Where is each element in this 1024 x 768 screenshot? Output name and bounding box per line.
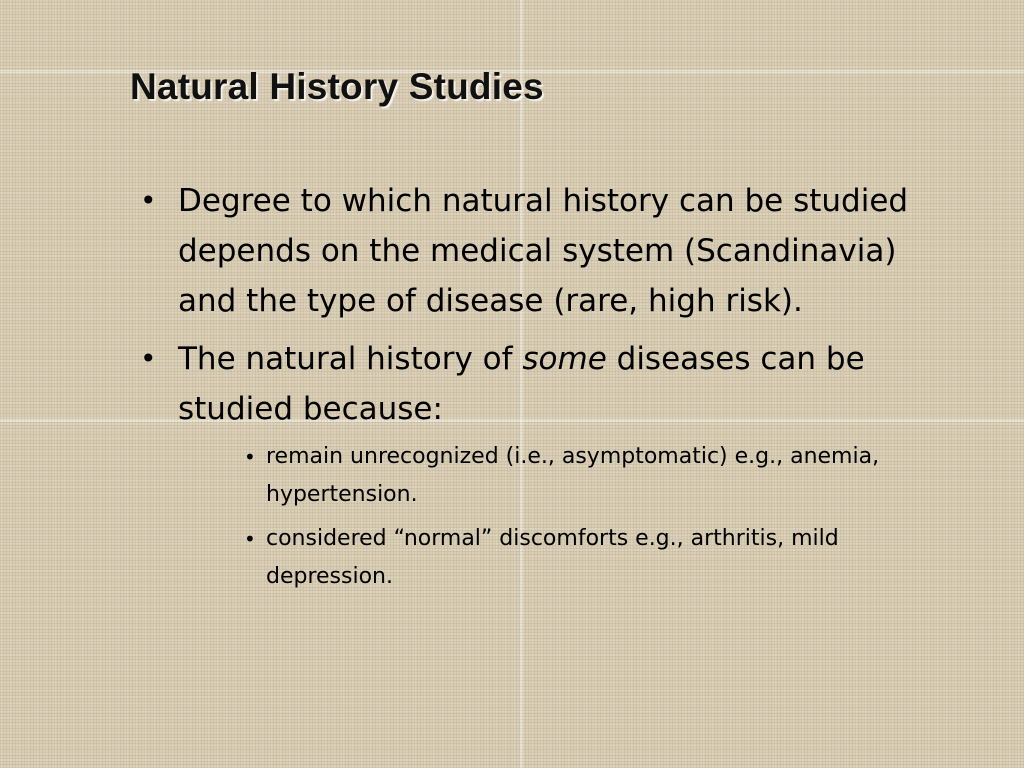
sub-bullet-icon: • — [244, 527, 256, 551]
bullet-icon: • — [140, 184, 157, 217]
bullet-item-natural-history — [140, 334, 930, 596]
slide-content — [140, 176, 930, 604]
sub-bullet-text: considered “normal” discomforts e.g., arthritis, mild depression. — [266, 526, 839, 589]
sub-bullet-item-normal-discomforts — [230, 520, 930, 596]
bullet-icon: • — [140, 342, 157, 375]
sub-bullet-text: remain unrecognized (i.e., asymptomatic) e.g., anemia, hypertension. — [266, 444, 880, 507]
sub-bullet-icon: • — [244, 445, 256, 469]
slide-title: Natural History Studies — [130, 66, 544, 107]
sub-bullet-list — [178, 438, 930, 596]
bullet-text-emphasis: some — [522, 341, 607, 377]
bullet-item-degree — [140, 176, 930, 326]
bullet-text: Degree to which natural history can be studied depends on the medical system (Scandinavia) and the type of disease (rare, high risk). — [178, 183, 909, 319]
bullet-text-start: The natural history of — [178, 341, 523, 377]
bullet-text-end: diseases can be studied because: — [178, 341, 865, 427]
sub-bullet-item-unrecognized — [230, 438, 930, 514]
bullet-list — [140, 176, 930, 596]
